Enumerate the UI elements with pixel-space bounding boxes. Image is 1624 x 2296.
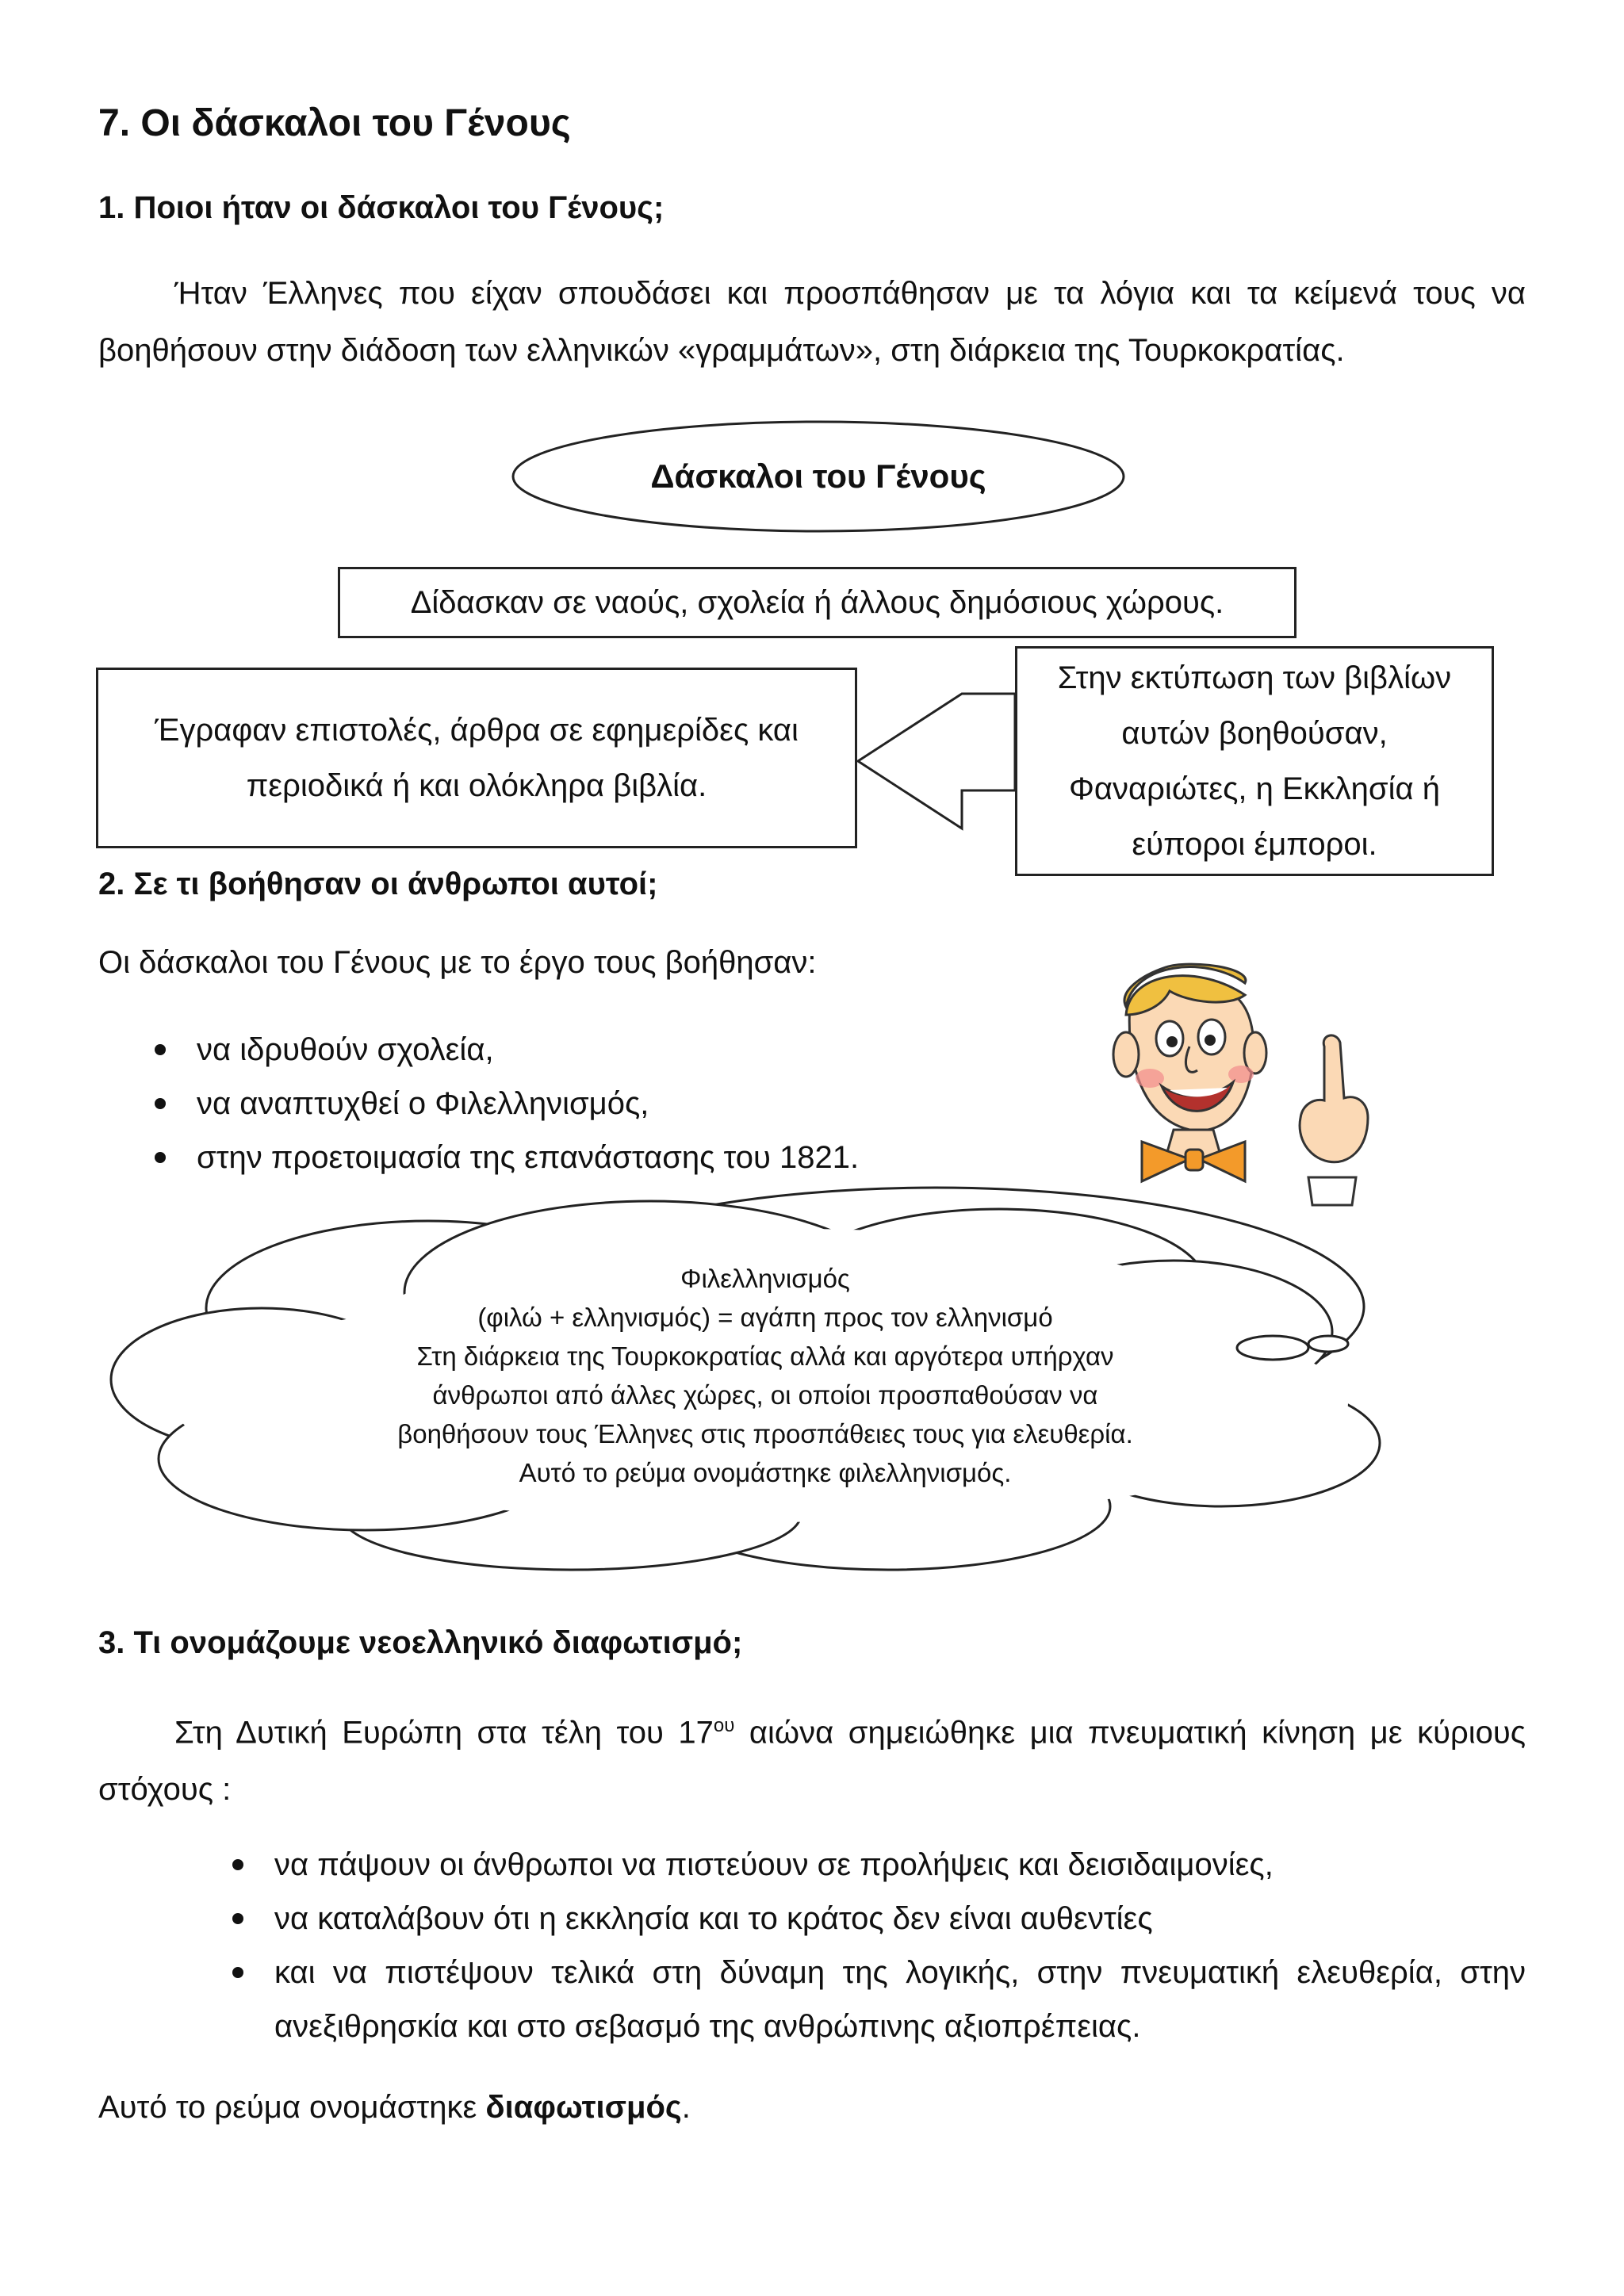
diagram-right-box [1015,646,1494,876]
section-2-list [197,1023,1069,1184]
list-item: και να πιστέψουν τελικά στη δύναμη της λογικής, στην πνευματική ελευθερία, στην ανεξιθρησκία και στο σεβασμό της ανθρώπινης αξιοπρέπειας. [274,1946,1526,2053]
section-1-heading: 1. Ποιοι ήταν οι δάσκαλοι του Γένους; [98,190,665,225]
list-item: να καταλάβουν ότι η εκκλησία και το κράτος δεν είναι αυθεντίες [274,1892,1526,1946]
list-item: στην προετοιμασία της επανάστασης του 1821. [197,1131,1069,1184]
page-title: 7. Οι δάσκαλοι του Γένους [98,102,571,144]
diagram-center-box-text: Δίδασκαν σε ναούς, σχολεία ή άλλους δημόσιους χώρους. [410,585,1224,620]
diagram-center-box [338,567,1297,638]
cloud-text [309,1259,1221,1492]
cloud-line: βοηθήσουν τους Έλληνες στις προσπάθειες τους για ελευθερία. [397,1419,1133,1448]
section-3-paragraph: Στη Δυτική Ευρώπη στα τέλη του $17^{o\upsilon}$ αιώνα σημειώθηκε μια πνευματική κίνηση με κύριους στόχους : [98,1715,1526,1808]
diagram-ellipse-label: Δάσκαλοι του Γένους [650,457,986,495]
section-3-conclusion: Αυτό το ρεύμα ονομάστηκε διαφωτισμός. [98,2090,691,2125]
section-2-heading: 2. Σε τι βοήθησαν οι άνθρωποι αυτοί; [98,867,658,901]
diagram-left-box [96,668,857,848]
cloud-line: Αυτό το ρεύμα ονομάστηκε φιλελληνισμός. [519,1458,1012,1487]
section-1-paragraph: Ήταν Έλληνες που είχαν σπουδάσει και προσπάθησαν με τα λόγια και τα κείμενά τους να βοηθήσουν στην διάδοση των ελληνικών «γραμμάτων», στη διάρκεια της Τουρκοκρατίας. [98,276,1526,368]
cloud-line: Φιλελληνισμός [680,1264,850,1293]
diagram-left-box-text: Έγραφαν επιστολές, άρθρα σε εφημερίδες και περιοδικά ή και ολόκληρα βιβλία. [155,713,799,803]
section-3-heading: 3. Τι ονομάζουμε νεοελληνικό διαφωτισμό; [98,1625,743,1660]
list-item: να πάψουν οι άνθρωποι να πιστεύουν σε προλήψεις και δεισιδαιμονίες, [274,1838,1526,1892]
cloud-line: Στη διάρκεια της Τουρκοκρατίας αλλά και αργότερα υπήρχαν [416,1341,1114,1371]
section-2-intro: Οι δάσκαλοι του Γένους με το έργο τους βοήθησαν: [98,945,817,980]
section-3-list [274,1838,1526,2053]
list-item: να ιδρυθούν σχολεία, [197,1023,1069,1077]
list-item: να αναπτυχθεί ο Φιλελληνισμός, [197,1077,1069,1131]
cloud-line: (φιλώ + ελληνισμός) = αγάπη προς τον ελληνισμό [477,1303,1053,1332]
cloud-line: άνθρωποι από άλλες χώρες, οι οποίοι προσπαθούσαν να [432,1380,1098,1410]
diagram-right-box-text: Στην εκτύπωση των βιβλίων αυτών βοηθούσαν, Φαναριώτες, η Εκκλησία ή εύποροι έμποροι. [1057,660,1452,862]
diagram-arrow [858,694,1015,828]
